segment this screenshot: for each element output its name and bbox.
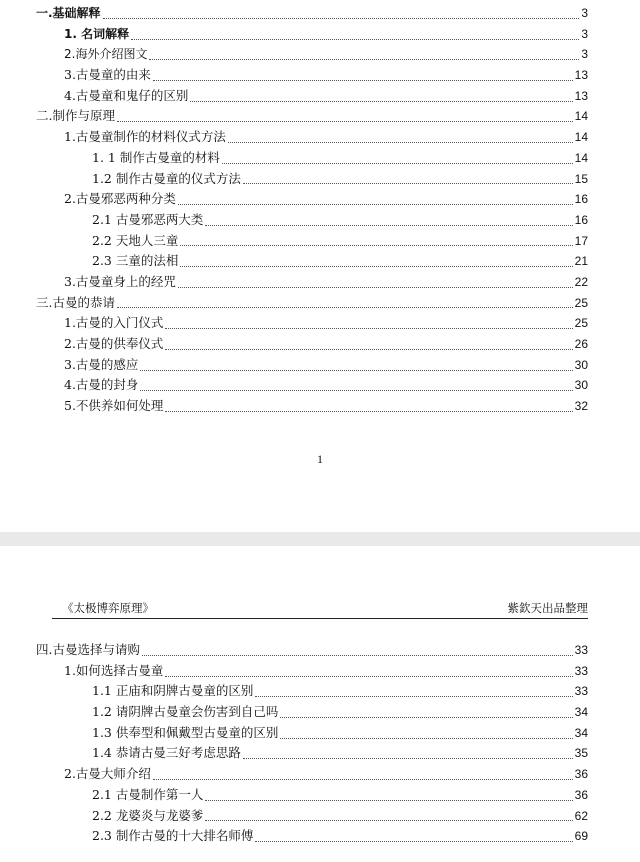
toc-entry-title: 4.古曼童和鬼仔的区别 xyxy=(64,87,189,103)
toc-entry[interactable] xyxy=(0,313,640,334)
toc-entry-title: 3.古曼的感应 xyxy=(64,356,139,372)
toc-entry[interactable] xyxy=(0,231,640,252)
toc-entry-page: 26 xyxy=(574,337,588,351)
toc-entry-page: 62 xyxy=(574,808,588,823)
toc-entry-page: 14 xyxy=(574,150,588,165)
header-publisher: 紫欽天出品整理 xyxy=(507,601,588,615)
toc-entry-page: 34 xyxy=(574,705,588,720)
toc-entry-title: 二.制作与原理 xyxy=(36,108,115,124)
toc-entry[interactable] xyxy=(0,723,640,744)
toc-entry[interactable] xyxy=(0,661,640,682)
toc-entry[interactable] xyxy=(0,24,640,45)
toc-leader-dots xyxy=(280,738,572,739)
toc-entry[interactable] xyxy=(0,826,640,847)
toc-entry[interactable] xyxy=(0,640,640,661)
toc-leader-dots xyxy=(165,411,572,412)
toc-leader-dots xyxy=(153,779,573,780)
toc-leader-dots xyxy=(243,183,573,184)
toc-entry-page: 16 xyxy=(574,212,588,227)
toc-entry[interactable] xyxy=(0,764,640,785)
toc-entry-page: 3 xyxy=(581,6,588,20)
toc-entry[interactable] xyxy=(0,334,640,355)
toc-leader-dots xyxy=(178,204,573,205)
toc-entry-title: 1. 1 制作古曼童的材料 xyxy=(92,149,220,165)
toc-leader-dots xyxy=(205,800,572,801)
toc-leader-dots xyxy=(142,655,573,656)
toc-leader-dots xyxy=(165,349,572,350)
toc-entry-title: 2.2 龙婆炎与龙婆爹 xyxy=(92,807,204,823)
toc-leader-dots xyxy=(190,101,572,102)
page-header xyxy=(52,600,588,619)
toc-entry[interactable] xyxy=(0,272,640,293)
page-number: 1 xyxy=(317,452,323,466)
toc-entry[interactable] xyxy=(0,106,640,127)
toc-leader-dots xyxy=(180,266,572,267)
toc-entry-page: 14 xyxy=(574,109,588,124)
table-of-contents-page-2 xyxy=(0,640,640,847)
toc-entry-title: 1. 名词解释 xyxy=(64,26,130,41)
toc-leader-dots xyxy=(255,696,572,697)
toc-entry-title: 3.古曼童的由来 xyxy=(64,67,151,83)
toc-entry-title: 1.古曼童制作的材料仪式方法 xyxy=(64,129,226,145)
toc-leader-dots xyxy=(222,163,573,164)
toc-leader-dots xyxy=(153,80,573,81)
header-book-title: 《太极博弈原理》 xyxy=(62,601,154,615)
toc-entry-page: 30 xyxy=(574,357,588,372)
toc-entry-title: 5.不供养如何处理 xyxy=(64,398,164,414)
toc-entry-page: 36 xyxy=(574,787,588,802)
page-gap xyxy=(0,532,640,546)
toc-entry-page: 32 xyxy=(574,399,588,414)
toc-leader-dots xyxy=(178,287,573,288)
toc-entry[interactable] xyxy=(0,396,640,417)
toc-entry-page: 15 xyxy=(574,171,588,186)
toc-entry-page: 3 xyxy=(581,47,588,62)
toc-leader-dots xyxy=(140,390,572,391)
toc-entry-title: 2.1 古曼邪恶两大类 xyxy=(92,211,204,227)
table-of-contents-page-1 xyxy=(0,3,640,417)
toc-entry-title: 1.2 请阴牌古曼童会伤害到自己吗 xyxy=(92,704,279,720)
toc-entry[interactable] xyxy=(0,355,640,376)
toc-entry-title: 1.如何选择古曼童 xyxy=(64,662,164,678)
toc-leader-dots xyxy=(140,370,572,371)
toc-entry-title: 1.3 供奉型和佩戴型古曼童的区别 xyxy=(92,724,279,740)
toc-entry[interactable] xyxy=(0,169,640,190)
toc-leader-dots xyxy=(131,39,579,40)
toc-entry-title: 1.古曼的入门仪式 xyxy=(64,315,164,331)
toc-leader-dots xyxy=(205,820,572,821)
toc-entry-title: 2.3 三童的法相 xyxy=(92,253,179,269)
toc-leader-dots xyxy=(149,59,579,60)
toc-entry-page: 25 xyxy=(574,316,588,331)
toc-entry-page: 16 xyxy=(574,192,588,207)
toc-leader-dots xyxy=(243,758,573,759)
toc-leader-dots xyxy=(103,18,580,19)
toc-leader-dots xyxy=(255,841,572,842)
toc-entry-page: 3 xyxy=(581,26,588,41)
toc-entry-page: 33 xyxy=(574,663,588,678)
toc-entry-title: 1.2 制作古曼童的仪式方法 xyxy=(92,170,241,186)
toc-entry[interactable] xyxy=(0,86,640,107)
toc-entry-page: 30 xyxy=(574,378,588,393)
toc-entry-title: 2.海外介绍图文 xyxy=(64,47,148,62)
toc-leader-dots xyxy=(165,676,572,677)
toc-entry[interactable] xyxy=(0,65,640,86)
toc-entry-title: 2.古曼邪恶两种分类 xyxy=(64,191,176,207)
toc-entry-page: 33 xyxy=(574,643,588,657)
toc-entry-title: 2.3 制作古曼的十大排名师傅 xyxy=(92,828,254,844)
toc-entry[interactable] xyxy=(0,743,640,764)
toc-entry-page: 69 xyxy=(574,829,588,844)
toc-entry-page: 35 xyxy=(574,746,588,761)
toc-entry[interactable] xyxy=(0,127,640,148)
toc-entry[interactable] xyxy=(0,702,640,723)
toc-entry-page: 13 xyxy=(574,88,588,103)
toc-leader-dots xyxy=(280,717,572,718)
toc-entry-title: 2.2 天地人三童 xyxy=(92,232,179,248)
toc-leader-dots xyxy=(205,225,572,226)
toc-entry[interactable] xyxy=(0,3,640,24)
toc-entry[interactable] xyxy=(0,210,640,231)
toc-entry-title: 一.基础解释 xyxy=(36,6,101,20)
toc-entry-title: 四.古曼选择与请购 xyxy=(36,642,140,657)
toc-entry[interactable] xyxy=(0,293,640,314)
toc-entry-page: 14 xyxy=(574,130,588,145)
toc-leader-dots xyxy=(117,121,573,122)
toc-leader-dots xyxy=(228,142,573,143)
toc-entry[interactable] xyxy=(0,806,640,827)
toc-entry-title: 2.1 古曼制作第一人 xyxy=(92,786,204,802)
toc-entry-title: 2.古曼的供奉仪式 xyxy=(64,336,164,351)
toc-entry-title: 1.4 恭请古曼三好考虑思路 xyxy=(92,745,241,761)
toc-entry-page: 21 xyxy=(574,254,588,269)
toc-entry-title: 2.古曼大师介绍 xyxy=(64,766,151,782)
toc-leader-dots xyxy=(165,328,572,329)
toc-leader-dots xyxy=(117,307,573,308)
toc-entry[interactable] xyxy=(0,148,640,169)
toc-entry[interactable] xyxy=(0,251,640,272)
toc-entry[interactable] xyxy=(0,785,640,806)
toc-entry-page: 34 xyxy=(574,725,588,740)
toc-entry[interactable] xyxy=(0,189,640,210)
toc-entry-title: 三.古曼的恭请 xyxy=(36,294,115,310)
toc-entry-title: 1.1 正庙和阴牌古曼童的区别 xyxy=(92,683,254,699)
toc-entry-page: 22 xyxy=(574,274,588,289)
toc-entry[interactable] xyxy=(0,375,640,396)
toc-entry-page: 33 xyxy=(574,684,588,699)
toc-entry[interactable] xyxy=(0,44,640,65)
toc-entry-page: 17 xyxy=(574,233,588,248)
toc-entry-title: 4.古曼的封身 xyxy=(64,377,139,393)
toc-entry-page: 13 xyxy=(574,68,588,83)
toc-leader-dots xyxy=(180,245,572,246)
toc-entry-title: 3.古曼童身上的经咒 xyxy=(64,273,176,289)
toc-entry-page: 36 xyxy=(574,767,588,782)
toc-entry[interactable] xyxy=(0,681,640,702)
toc-entry-page: 25 xyxy=(574,295,588,310)
